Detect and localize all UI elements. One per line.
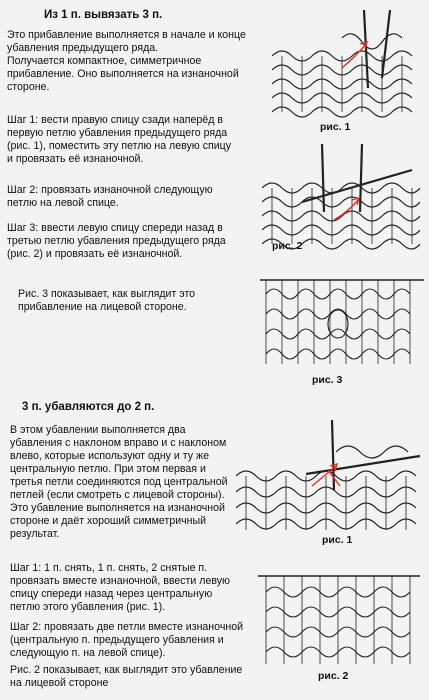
figure-caption: рис. 3	[312, 374, 343, 386]
arrow-icon	[334, 198, 359, 220]
section2-fig2-note	[10, 664, 242, 690]
text-line: петлю на левой спице.	[7, 197, 119, 209]
needle-icon	[364, 10, 390, 88]
knitting-figure-1	[272, 8, 420, 118]
text-line: Шаг 2: провязать две петли вместе изнаночной	[10, 621, 243, 633]
text-line: третью петлю убавления предыдущего ряда	[7, 235, 226, 247]
text-line: следующую п. на левой спице).	[10, 647, 166, 659]
knitting-figure-4	[236, 418, 422, 534]
text-line: убавления предыдущего ряда.	[7, 42, 159, 54]
text-line: Шаг 1: 1 п. снять, 1 п. снять, 2 снятые п.	[10, 562, 208, 574]
text-line: Шаг 3: ввести левую спицу спереди назад в	[7, 222, 223, 234]
text-line: Шаг 1: вести правую спицу сзади наперёд в	[7, 114, 223, 126]
text-line: и провязать её изнаночной.	[7, 153, 144, 165]
text-line: петлю этого убавления (рис. 1).	[10, 601, 166, 613]
text-line: провязать вместе изнаночной, ввести левую	[10, 575, 230, 587]
text-line: Это прибавление выполняется в начале и конце	[7, 29, 246, 41]
text-line: (рис. 1), поместить эту петлю на левую спицу	[7, 140, 232, 152]
text-line: Получается компактное, симметричное	[7, 55, 202, 67]
knitting-figure-3	[260, 264, 424, 372]
text-line: влево, которые используют одну и ту же	[10, 450, 209, 462]
section1-step2	[7, 184, 213, 210]
section2-step2	[10, 621, 243, 660]
text-line: центральную петлю. При этом первая и	[10, 463, 206, 475]
text-line: Рис. 2 показывает, как выглядит это убавление	[10, 664, 243, 676]
text-line: петлей (если смотреть с лицевой стороны).	[10, 489, 225, 501]
text-line: первую петлю убавления предыдущего ряда	[7, 127, 228, 139]
text-line: (рис. 2) и провязать её изнаночной.	[7, 248, 183, 260]
section1-step1	[7, 114, 231, 166]
figure-caption: рис. 2	[272, 240, 303, 252]
section1-step3	[7, 222, 226, 261]
knit-stitches-icon	[236, 446, 416, 530]
knitting-figure-5	[258, 560, 420, 672]
text-line: Рис. 3 показывает, как выглядит это	[18, 288, 196, 300]
text-line: В этом убавлении выполняется два	[10, 424, 186, 436]
figure-caption: рис. 1	[322, 534, 353, 546]
figure-caption: рис. 2	[318, 670, 349, 682]
arrow-icon	[342, 42, 367, 68]
text-line: прибавление на лицевой стороне.	[18, 301, 187, 313]
text-line: (центральную п. предыдущего убавления и	[10, 634, 224, 646]
section1-title: Из 1 п. вывязать 3 п.	[44, 9, 163, 21]
section2-intro	[10, 424, 228, 541]
knit-stitches-icon	[260, 280, 424, 364]
section1-intro	[7, 29, 246, 94]
text-line: Шаг 2: провязать изнаночной следующую	[7, 184, 213, 196]
section1-fig3-note	[18, 288, 195, 314]
text-line: на лицевой стороне	[10, 677, 109, 689]
text-line: стороне.	[7, 81, 50, 93]
text-line: результат.	[10, 528, 60, 540]
knitting-figure-2	[262, 142, 420, 250]
text-line: прибавление. Оно выполняется на изнаночной	[7, 68, 239, 80]
section2-title: 3 п. убавляются до 2 п.	[22, 401, 155, 413]
figure-caption: рис. 1	[320, 121, 351, 133]
text-line: третья петли соединяются под центральной	[10, 476, 228, 488]
text-line: стороне и даёт хороший симметричный	[10, 515, 207, 527]
text-line: Это убавление выполняется на изнаночной	[10, 502, 225, 514]
section2-step1	[10, 562, 230, 614]
text-line: спицу спереди назад через центральную	[10, 588, 213, 600]
knit-stitches-icon	[258, 576, 420, 664]
knit-stitches-icon	[272, 34, 412, 117]
text-line: убавления с наклоном вправо и с наклоном	[10, 437, 227, 449]
